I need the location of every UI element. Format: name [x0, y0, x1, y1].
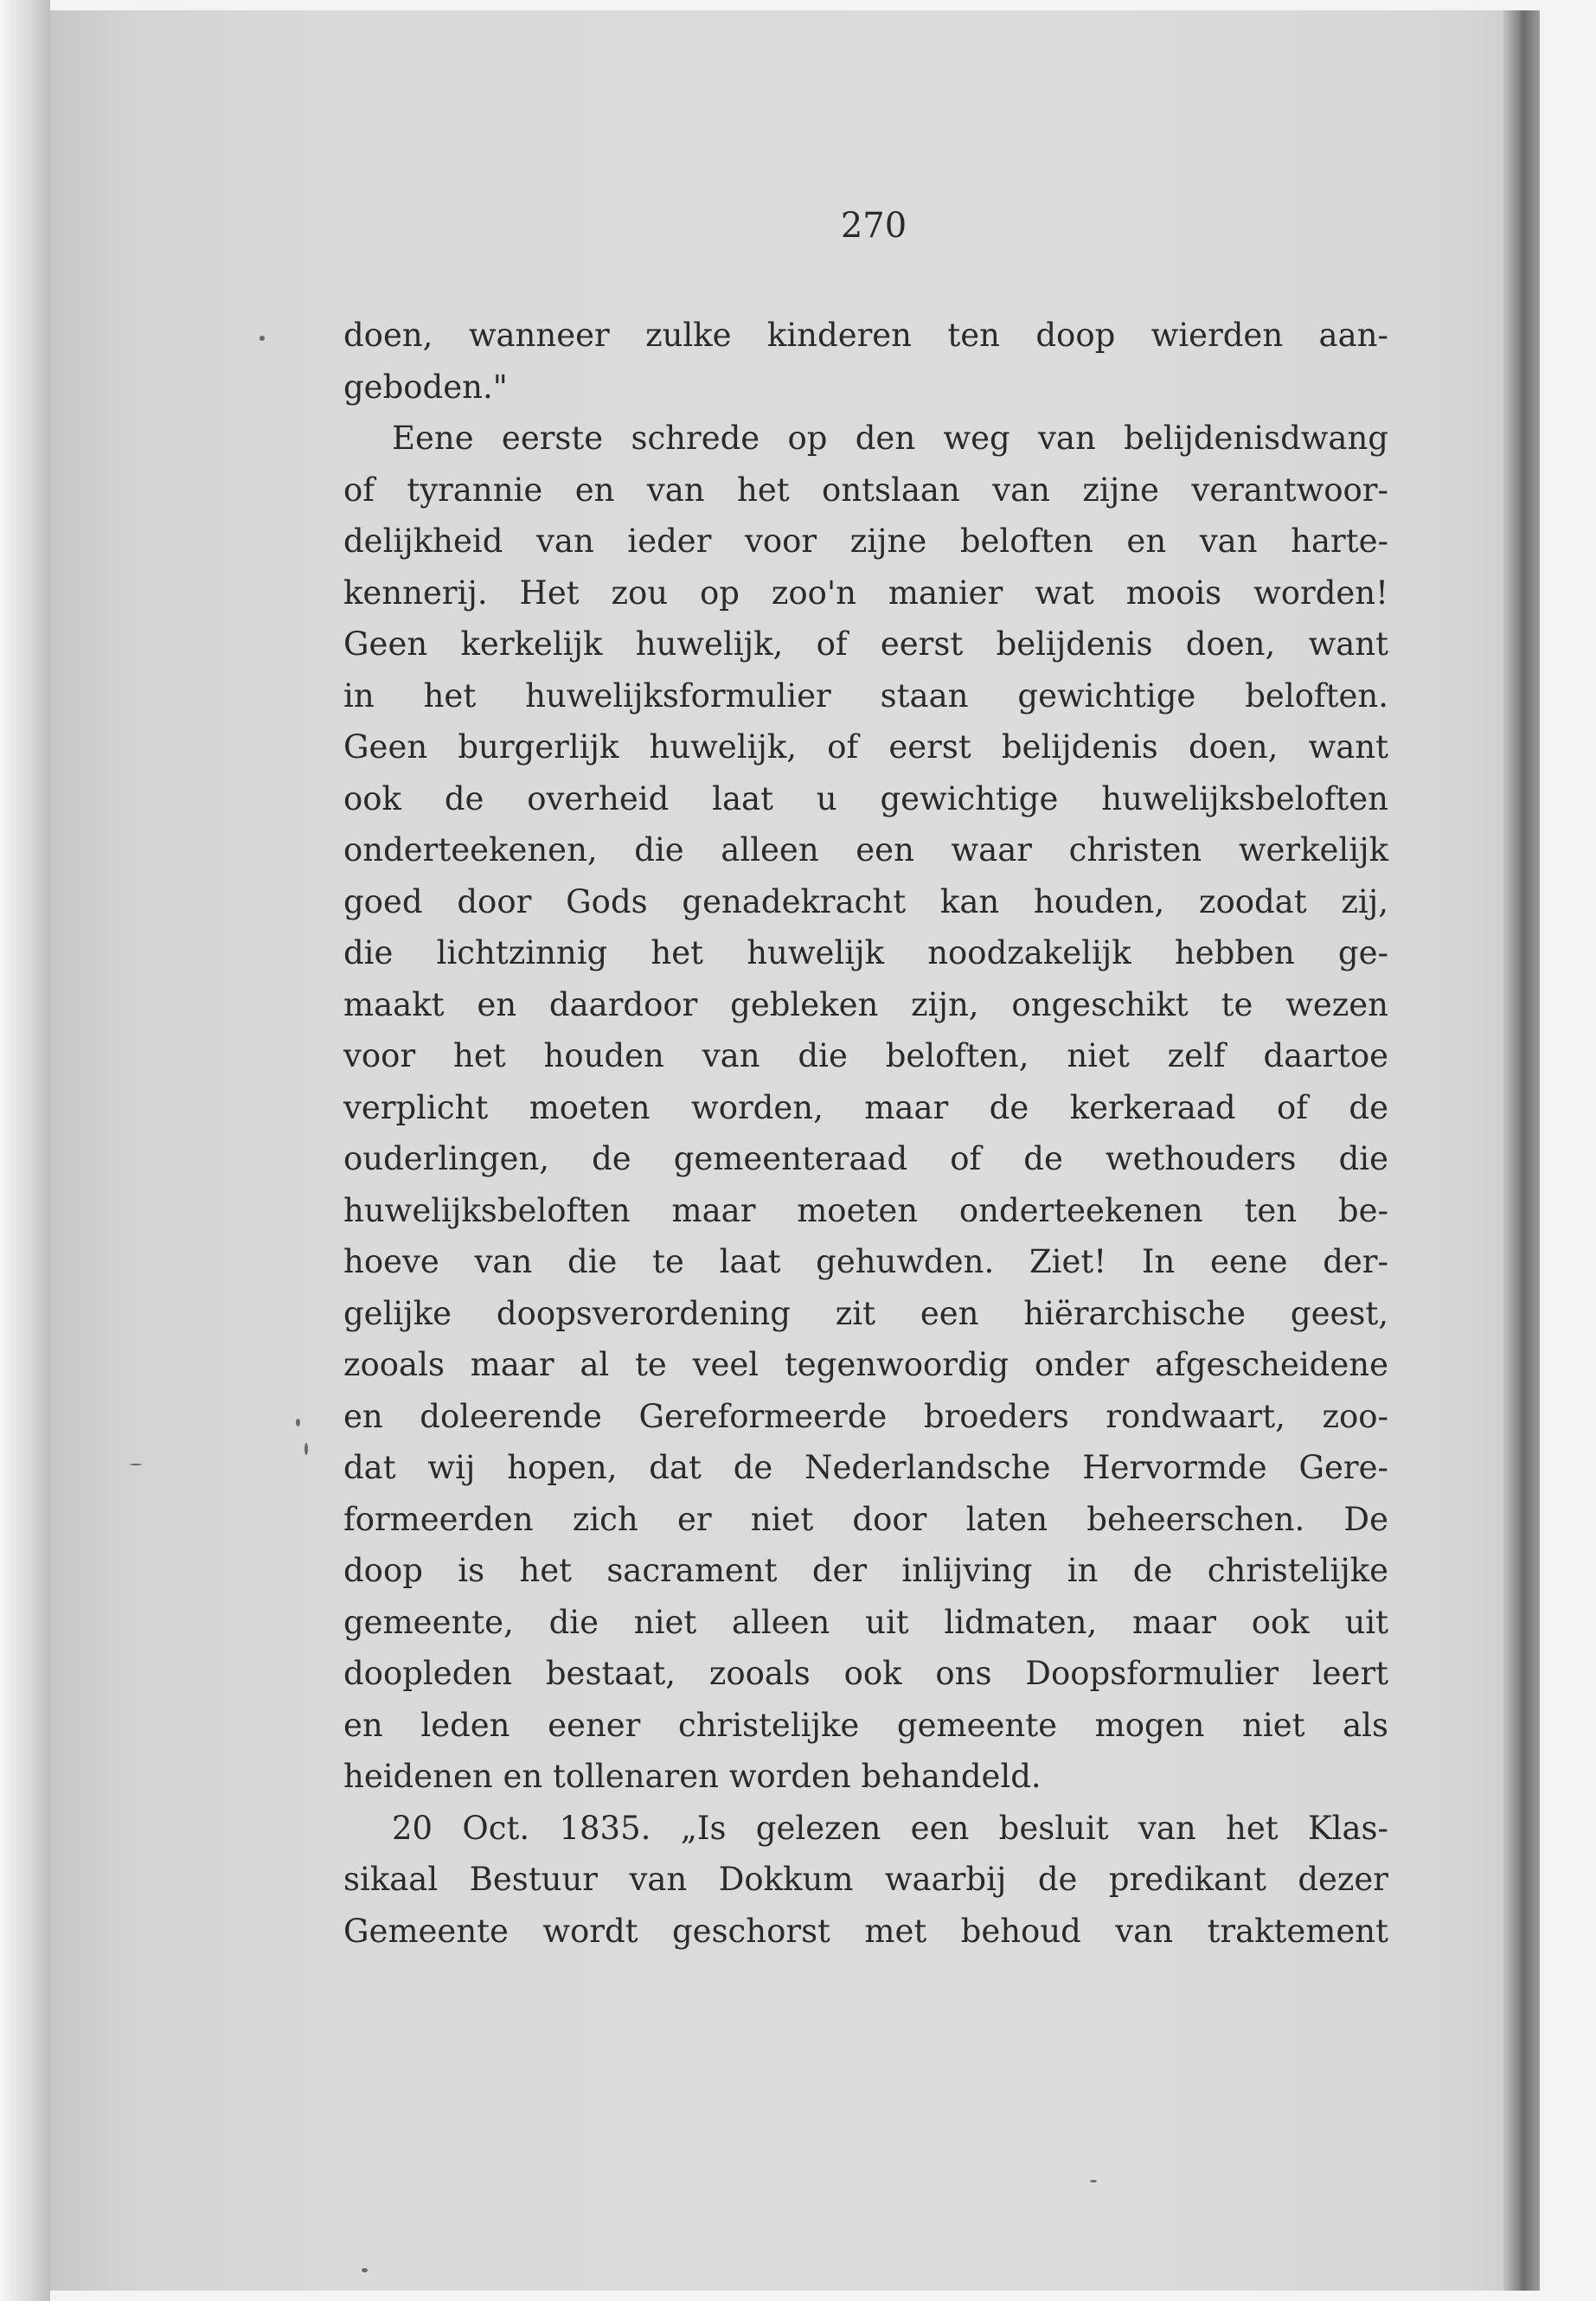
text-line: die lichtzinnig het huwelijk noodzakelijk hebben ge- — [343, 934, 1388, 971]
text-line: verplicht moeten worden, maar de kerkeraad of de — [343, 1088, 1388, 1126]
text-line: onderteekenen, die alleen een waar christen werkelijk — [343, 831, 1388, 868]
scan-speck — [296, 1419, 300, 1426]
text-line: voor het houden van die beloften, niet zelf daartoe — [343, 1037, 1388, 1074]
text-line: gemeente, die niet alleen uit lidmaten, maar ook uit — [343, 1603, 1388, 1641]
text-line: delijkheid van ieder voor zijne beloften en van harte- — [343, 522, 1388, 560]
scan-speck — [130, 1464, 142, 1465]
text-line: Geen burgerlijk huwelijk, of eerst belijdenis doen, want — [343, 728, 1388, 766]
book-gutter-shadow — [1503, 10, 1540, 2291]
scan-speck — [1090, 2180, 1097, 2182]
text-line: huwelijksbeloften maar moeten onderteekenen ten be- — [343, 1191, 1388, 1229]
text-line: doopleden bestaat, zooals ook ons Doopsformulier leert — [343, 1655, 1388, 1692]
text-line: doop is het sacrament der inlijving in de christelijke — [343, 1552, 1388, 1589]
text-line: en leden eener christelijke gemeente mogen niet als — [343, 1706, 1388, 1744]
text-line: ook de overheid laat u gewichtige huwelijksbeloften — [343, 779, 1388, 817]
text-line: Gemeente wordt geschorst met behoud van traktement — [343, 1912, 1388, 1950]
page-number: 270 — [840, 206, 907, 246]
text-line: maakt en daardoor gebleken zijn, ongeschikt te wezen — [343, 985, 1388, 1023]
scan-speck — [362, 2268, 368, 2272]
text-line: in het huwelijksformulier staan gewichtige beloften. — [343, 676, 1388, 715]
text-line: dat wij hopen, dat de Nederlandsche Hervormde Gere- — [343, 1449, 1388, 1486]
text-line: 20 Oct. 1835. „Is gelezen een besluit van het Klas- — [392, 1809, 1388, 1847]
text-line: gelijke doopsverordening zit een hiërarchische geest, — [343, 1294, 1388, 1332]
text-line: en doleerende Gereformeerde broeders rondwaart, zoo- — [343, 1397, 1388, 1435]
text-line: formeerden zich er niet door laten beheerschen. De — [343, 1500, 1388, 1538]
text-line: Eene eerste schrede op den weg van belijdenisdwang — [392, 420, 1388, 457]
text-line: heidenen en tollenaren worden behandeld. — [343, 1758, 1042, 1795]
text-line: goed door Gods genadekracht kan houden, zoodat zij, — [343, 882, 1388, 920]
body-text — [343, 310, 1388, 1957]
text-line: Geen kerkelijk huwelijk, of eerst belijdenis doen, want — [343, 625, 1388, 663]
text-line: sikaal Bestuur van Dokkum waarbij de predikant dezer — [343, 1861, 1388, 1898]
text-line: of tyrannie en van het ontslaan van zijne verantwoor- — [343, 471, 1388, 509]
text-line: kennerij. Het zou op zoo'n manier wat moois worden! — [343, 574, 1388, 612]
scan-speck — [304, 1443, 308, 1455]
scan-speck — [260, 336, 265, 341]
text-line: geboden." — [343, 368, 508, 406]
text-line: hoeve van die te laat gehuwden. Ziet! In eene der- — [343, 1243, 1388, 1280]
text-line: doen, wanneer zulke kinderen ten doop wierden aan- — [343, 317, 1388, 354]
text-line: ouderlingen, de gemeenteraad of de wethouders die — [343, 1140, 1388, 1177]
scan-left-margin — [0, 0, 50, 2301]
text-line: zooals maar al te veel tegenwoordig onder afgescheidene — [343, 1346, 1388, 1383]
